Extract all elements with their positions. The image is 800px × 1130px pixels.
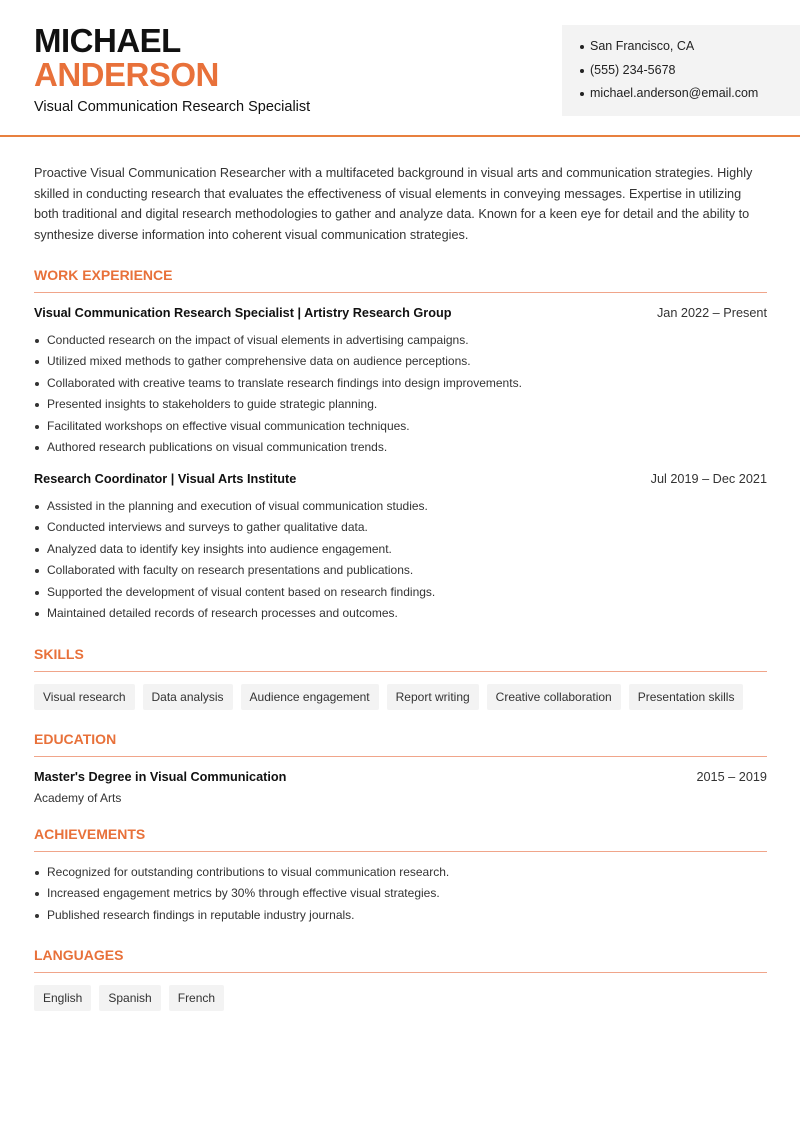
language-tag: English xyxy=(34,985,91,1011)
section-heading: WORK EXPERIENCE xyxy=(34,267,767,293)
section-heading: LANGUAGES xyxy=(34,947,767,973)
contact-phone: (555) 234-5678 xyxy=(580,63,800,87)
section-heading: SKILLS xyxy=(34,646,767,672)
job-header xyxy=(34,472,767,492)
skill-tag: Audience engagement xyxy=(241,684,379,710)
section-heading: EDUCATION xyxy=(34,731,767,757)
education-section xyxy=(34,731,767,805)
degree: Master's Degree in Visual Communication xyxy=(34,769,287,784)
skill-tag: Presentation skills xyxy=(629,684,744,710)
work-experience-section xyxy=(34,267,767,625)
bullet-item: Conducted research on the impact of visual elements in advertising campaigns. xyxy=(34,330,767,352)
education-dates: 2015 – 2019 xyxy=(696,769,767,784)
bullet-item: Presented insights to stakeholders to guide strategic planning. xyxy=(34,394,767,416)
bullet-item: Assisted in the planning and execution of visual communication studies. xyxy=(34,496,767,518)
resume-body xyxy=(34,163,767,1011)
job-dates: Jul 2019 – Dec 2021 xyxy=(650,471,767,486)
job-role: Research Coordinator | Visual Arts Institute xyxy=(34,471,297,486)
job-title: Visual Communication Research Specialist xyxy=(34,99,311,115)
achievement-item: Published research findings in reputable industry journals. xyxy=(34,905,767,927)
section-heading: ACHIEVEMENTS xyxy=(34,826,767,852)
contact-email: michael.anderson@email.com xyxy=(580,86,800,110)
bullet-item: Analyzed data to identify key insights into audience engagement. xyxy=(34,539,767,561)
summary: Proactive Visual Communication Researcher with a multifaceted background in visual arts and communication strategies. Highly skilled in conducting research that evaluates the effectiveness of visual elements in conveying messages. Expertise in utilizing both traditional and digital research methodologies to gather and analyze data. Known for a keen eye for detail and the ability to synthesize diverse information into coherent visual communication strategies. xyxy=(34,166,753,243)
skill-tag: Data analysis xyxy=(143,684,233,710)
bullet-item: Conducted interviews and surveys to gather qualitative data. xyxy=(34,517,767,539)
bullet-item: Maintained detailed records of research processes and outcomes. xyxy=(34,603,767,625)
job-role: Visual Communication Research Specialist | Artistry Research Group xyxy=(34,305,452,320)
language-tag: French xyxy=(169,985,224,1011)
job-bullets xyxy=(34,496,767,625)
bullet-item: Supported the development of visual content based on research findings. xyxy=(34,582,767,604)
skill-tag: Visual research xyxy=(34,684,135,710)
bullet-item: Utilized mixed methods to gather comprehensive data on audience perceptions. xyxy=(34,351,767,373)
contact-box xyxy=(562,25,800,116)
skill-tag: Report writing xyxy=(387,684,479,710)
bullet-item: Collaborated with faculty on research presentations and publications. xyxy=(34,560,767,582)
job-header xyxy=(34,306,767,326)
job-bullets xyxy=(34,330,767,459)
contact-location: San Francisco, CA xyxy=(580,39,800,63)
job-dates: Jan 2022 – Present xyxy=(656,305,767,320)
last-name: ANDERSON xyxy=(34,56,219,93)
candidate-name xyxy=(34,24,219,92)
achievements-section xyxy=(34,826,767,927)
skills-section xyxy=(34,646,767,710)
first-name: MICHAEL xyxy=(34,22,181,59)
bullet-item: Authored research publications on visual communication trends. xyxy=(34,437,767,459)
school: Academy of Arts xyxy=(34,790,122,805)
achievement-item: Recognized for outstanding contributions to visual communication research. xyxy=(34,862,767,884)
bullet-item: Collaborated with creative teams to translate research findings into design improvements. xyxy=(34,373,767,395)
language-tag: Spanish xyxy=(99,985,160,1011)
languages-section xyxy=(34,947,767,1011)
bullet-item: Facilitated workshops on effective visual communication techniques. xyxy=(34,416,767,438)
resume-header xyxy=(0,0,800,137)
job-entry xyxy=(34,306,767,459)
achievement-item: Increased engagement metrics by 30% through effective visual strategies. xyxy=(34,883,767,905)
job-entry xyxy=(34,472,767,625)
skill-tag: Creative collaboration xyxy=(487,684,621,710)
